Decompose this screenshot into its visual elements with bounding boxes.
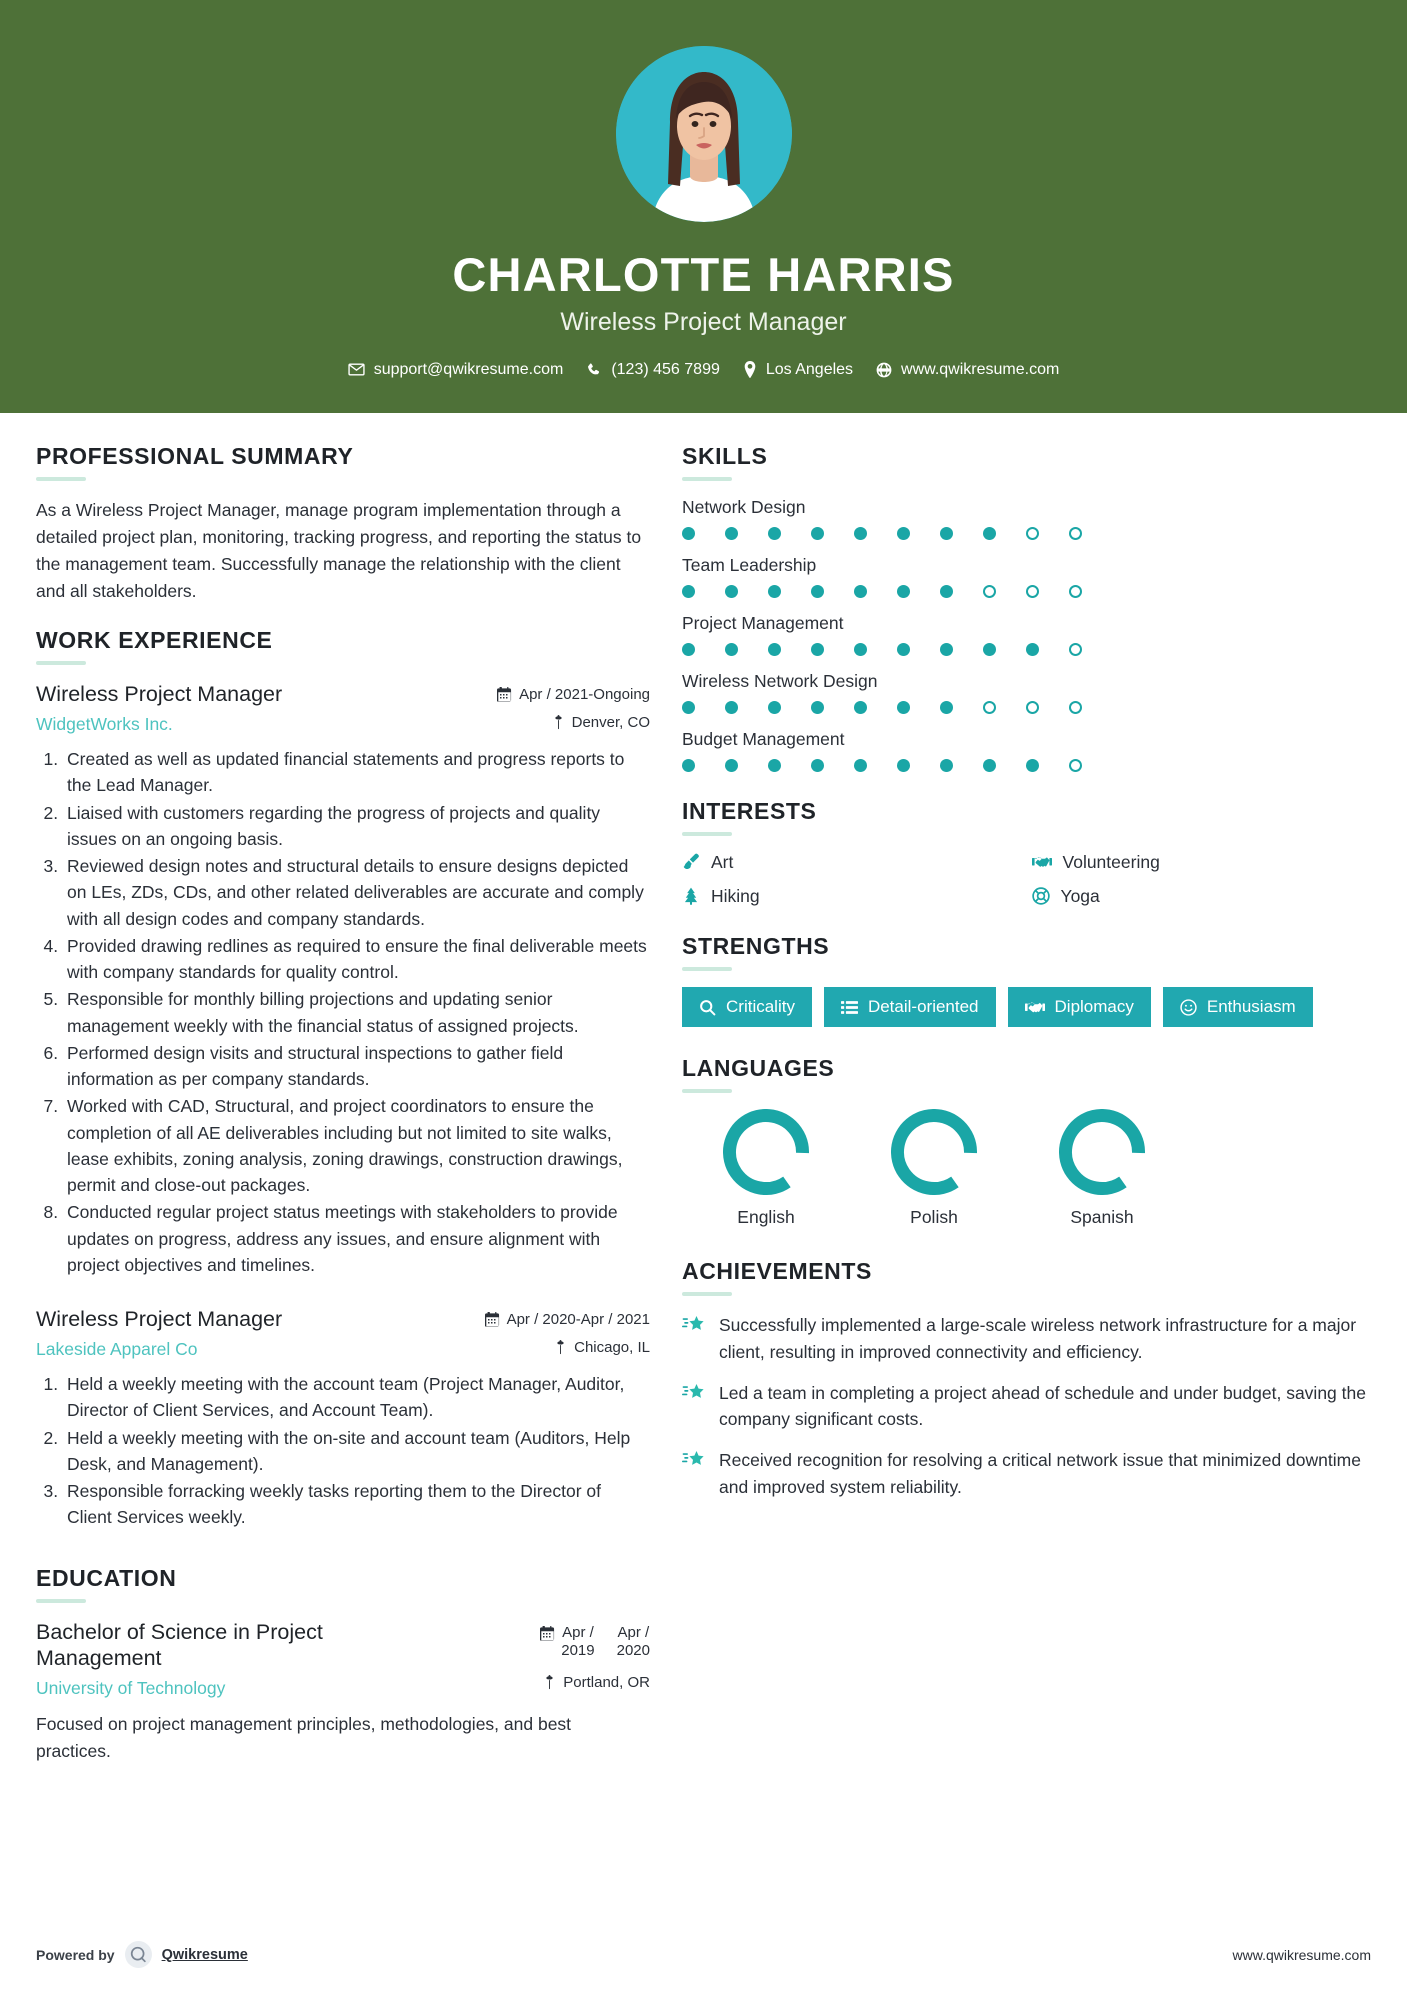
contact-location[interactable] <box>736 361 860 379</box>
section-strengths <box>682 933 1371 1028</box>
interest-item-hiking <box>682 886 1022 907</box>
education-end-date <box>617 1624 650 1661</box>
section-languages <box>682 1055 1371 1228</box>
rating-dot-filled <box>768 585 781 598</box>
page-title: CHARLOTTE HARRIS <box>452 248 955 301</box>
location-pin-icon <box>743 361 757 378</box>
list-item: 5. Responsible for monthly billing projections and updating senior management weekly with the financial status of assigned projects. <box>63 986 650 1039</box>
skill-label: Project Management <box>682 612 844 633</box>
job-role: Wireless Project Manager <box>36 682 283 707</box>
section-heading: ACHIEVEMENTS <box>682 1258 872 1285</box>
job-dates <box>485 1311 650 1328</box>
footer-website[interactable]: www.qwikresume.com <box>1232 1946 1371 1963</box>
language-item <box>850 1109 1018 1228</box>
skill-item <box>682 613 1371 656</box>
rating-dot-filled <box>811 759 824 772</box>
education-item <box>36 1619 650 1764</box>
rating-dot-filled <box>983 759 996 772</box>
interest-label: Volunteering <box>1062 851 1160 872</box>
language-item <box>1018 1109 1186 1228</box>
lifebuoy-icon <box>1032 887 1050 905</box>
education-start-year: 2019 <box>561 1641 595 1659</box>
contact-website-text: www.qwikresume.com <box>901 360 1060 378</box>
skill-item <box>682 555 1371 598</box>
qwikresume-link[interactable]: Qwikresume <box>161 1946 248 1963</box>
calendar-icon <box>497 687 512 702</box>
rating-dot-filled <box>682 585 695 598</box>
list-item: 1. Created as well as updated financial statements and progress reports to the Lead Manager. <box>63 746 650 799</box>
avatar-photo <box>616 46 792 222</box>
rating-dot-empty <box>1026 527 1039 540</box>
list-item: 2. Liaised with customers regarding the progress of projects and quality issues on an ongoing basis. <box>63 800 650 853</box>
rating-dot-filled <box>854 585 867 598</box>
contact-phone[interactable] <box>579 361 727 379</box>
experience-item <box>36 681 650 1278</box>
list-item: 6. Performed design visits and structural inspections to gather field information as per company standards. <box>63 1040 650 1093</box>
skill-label: Budget Management <box>682 728 845 749</box>
rating-dot-filled <box>983 527 996 540</box>
strength-label: Detail-oriented <box>867 996 979 1016</box>
interest-item-volunteering <box>1032 852 1372 873</box>
section-divider <box>36 477 86 481</box>
job-dates <box>497 686 650 703</box>
list-item: 1. Held a weekly meeting with the account team (Project Manager, Auditor, Director of Client Services, and Account Team). <box>63 1371 650 1424</box>
section-divider <box>682 1089 732 1093</box>
languages-list <box>682 1109 1371 1228</box>
paintbrush-icon <box>682 853 700 871</box>
education-location <box>540 1674 650 1691</box>
list-item <box>682 1312 1371 1365</box>
map-pin-icon <box>554 1340 567 1355</box>
strengths-list <box>682 987 1371 1028</box>
skill-rating <box>682 527 1082 540</box>
list-item <box>682 1380 1371 1433</box>
interest-item-yoga <box>1032 886 1372 907</box>
contact-row <box>341 361 1067 379</box>
education-start-month: Apr / <box>562 1623 594 1641</box>
rating-dot-filled <box>682 701 695 714</box>
education-dates <box>540 1624 650 1661</box>
rating-dot-filled <box>1026 759 1039 772</box>
right-column <box>678 443 1371 1522</box>
section-divider <box>682 1292 732 1296</box>
rating-dot-filled <box>682 527 695 540</box>
interest-label: Hiking <box>711 885 760 906</box>
strength-label: Enthusiasm <box>1206 996 1296 1016</box>
education-location-text: Portland, OR <box>563 1674 650 1692</box>
star-achievement-icon <box>682 1380 706 1410</box>
skill-rating <box>682 643 1082 656</box>
rating-dot-empty <box>983 701 996 714</box>
rating-dot-filled <box>897 759 910 772</box>
calendar-icon <box>485 1312 500 1327</box>
contact-website[interactable] <box>869 361 1066 379</box>
section-heading: LANGUAGES <box>682 1055 835 1082</box>
globe-icon <box>876 362 892 378</box>
job-dates-text: Apr / 2021-Ongoing <box>519 686 650 704</box>
job-company: Lakeside Apparel Co <box>36 1339 198 1359</box>
contact-email[interactable] <box>341 361 571 379</box>
rating-dot-empty <box>1026 585 1039 598</box>
education-school: University of Technology <box>36 1678 226 1699</box>
rating-dot-filled <box>940 759 953 772</box>
rating-dot-filled <box>682 759 695 772</box>
achievement-text: Received recognition for resolving a critical network issue that minimized downtime and improved system reliability. <box>719 1450 1361 1497</box>
section-heading: EDUCATION <box>36 1564 177 1591</box>
interest-label: Art <box>711 851 734 872</box>
strength-tag-criticality <box>682 987 812 1028</box>
rating-dot-filled <box>983 643 996 656</box>
experience-item <box>36 1306 650 1530</box>
rating-dot-filled <box>940 643 953 656</box>
list-item <box>682 1447 1371 1500</box>
job-dates-text: Apr / 2020-Apr / 2021 <box>506 1311 650 1329</box>
qwikresume-logo-icon <box>125 1941 152 1968</box>
job-location-text: Denver, CO <box>571 714 650 732</box>
section-heading: PROFESSIONAL SUMMARY <box>36 442 354 469</box>
strength-tag-diplomacy <box>1008 987 1151 1028</box>
section-heading: STRENGTHS <box>682 932 830 959</box>
rating-dot-filled <box>1026 643 1039 656</box>
handshake-icon <box>1032 853 1052 871</box>
resume-footer <box>0 1927 1407 1990</box>
strength-label: Criticality <box>726 996 795 1016</box>
rating-dot-filled <box>811 643 824 656</box>
education-end-year: 2020 <box>616 1641 650 1659</box>
rating-dot-filled <box>854 527 867 540</box>
section-education <box>36 1565 650 1764</box>
rating-dot-filled <box>725 585 738 598</box>
rating-dot-filled <box>940 527 953 540</box>
rating-dot-empty <box>1026 701 1039 714</box>
rating-dot-filled <box>897 701 910 714</box>
job-company: WidgetWorks Inc. <box>36 714 173 735</box>
skill-rating <box>682 585 1082 598</box>
rating-dot-empty <box>1069 643 1082 656</box>
language-label: Spanish <box>1070 1207 1134 1228</box>
language-label: Polish <box>910 1207 958 1228</box>
education-end-month: Apr / <box>617 1623 650 1641</box>
rating-dot-empty <box>1069 527 1082 540</box>
powered-by-label: Powered by <box>36 1946 115 1963</box>
rating-dot-filled <box>682 643 695 656</box>
footer-branding <box>36 1941 248 1968</box>
education-degree: Bachelor of Science in Project Management <box>36 1619 323 1671</box>
achievements-list <box>682 1312 1371 1500</box>
skill-rating <box>682 701 1082 714</box>
section-work-experience <box>36 627 650 1530</box>
interest-label: Yoga <box>1060 885 1100 906</box>
language-item <box>682 1109 850 1228</box>
list-item: 7. Worked with CAD, Structural, and project coordinators to ensure the completion of all AE deliverables including but not limited to site walks, lease exhibits, zoning analysis, zoning drawings, construction drawings, permit and close-out packages. <box>63 1093 650 1198</box>
phone-icon <box>586 362 602 378</box>
language-progress-donut <box>723 1109 809 1195</box>
calendar-icon <box>540 1624 555 1646</box>
education-description: Focused on project management principles, methodologies, and best practices. <box>36 1714 572 1761</box>
language-label: English <box>737 1207 795 1228</box>
map-pin-icon <box>552 715 565 730</box>
rating-dot-filled <box>897 643 910 656</box>
rating-dot-filled <box>725 527 738 540</box>
rating-dot-filled <box>768 643 781 656</box>
rating-dot-filled <box>854 759 867 772</box>
summary-text: As a Wireless Project Manager, manage program implementation through a detailed project plan, monitoring, tracking progress, and reporting the status to the management team. Successfully manage the relationship with the client and all stakeholders. <box>36 499 642 602</box>
job-role: Wireless Project Manager <box>36 1307 283 1332</box>
section-divider <box>682 832 732 836</box>
star-achievement-icon <box>682 1447 706 1477</box>
avatar <box>616 46 792 222</box>
section-heading: INTERESTS <box>682 797 817 824</box>
list-item: 3. Responsible forracking weekly tasks reporting them to the Director of Client Services weekly. <box>63 1478 650 1531</box>
rating-dot-empty <box>1069 701 1082 714</box>
rating-dot-filled <box>768 759 781 772</box>
strength-tag-detail-oriented <box>824 987 996 1028</box>
contact-phone-text: (123) 456 7899 <box>611 360 720 378</box>
rating-dot-filled <box>768 527 781 540</box>
skill-rating <box>682 759 1082 772</box>
job-location <box>497 714 650 731</box>
rating-dot-filled <box>725 701 738 714</box>
rating-dot-filled <box>725 643 738 656</box>
list-item: 4. Provided drawing redlines as required to ensure the final deliverable meets with company standards for quality control. <box>63 933 650 986</box>
rating-dot-filled <box>725 759 738 772</box>
section-skills <box>682 443 1371 772</box>
smiley-icon <box>1180 999 1197 1016</box>
education-start-date <box>561 1624 594 1661</box>
skill-label: Wireless Network Design <box>682 670 878 691</box>
handshake-icon <box>1025 999 1045 1016</box>
interests-list <box>682 852 1371 907</box>
list-item: 8. Conducted regular project status meetings with stakeholders to provide updates on progress, address any issues, and ensure alignment with project objectives and timelines. <box>63 1199 650 1278</box>
resume-header <box>0 0 1407 413</box>
rating-dot-filled <box>940 701 953 714</box>
tree-icon <box>682 887 700 905</box>
map-pin-icon <box>543 1675 556 1690</box>
rating-dot-filled <box>854 701 867 714</box>
section-divider <box>682 477 732 481</box>
rating-dot-empty <box>983 585 996 598</box>
section-heading: SKILLS <box>682 442 768 469</box>
section-divider <box>682 967 732 971</box>
section-interests <box>682 798 1371 907</box>
section-professional-summary <box>36 443 650 606</box>
rating-dot-filled <box>854 643 867 656</box>
job-location-text: Chicago, IL <box>574 1339 650 1357</box>
rating-dot-filled <box>940 585 953 598</box>
rating-dot-empty <box>1069 585 1082 598</box>
rating-dot-filled <box>897 585 910 598</box>
section-divider <box>36 1599 86 1603</box>
achievement-text: Successfully implemented a large-scale wireless network infrastructure for a major client, resulting in improved connectivity and efficiency. <box>719 1315 1357 1362</box>
skill-item <box>682 671 1371 714</box>
section-heading: WORK EXPERIENCE <box>36 627 273 654</box>
skill-label: Team Leadership <box>682 554 817 575</box>
section-divider <box>36 661 86 665</box>
list-item: 3. Reviewed design notes and structural details to ensure designs depicted on LEs, ZDs, CDs, and other related deliverables are accurate and comply with all design codes and company standards. <box>63 853 650 932</box>
contact-location-text: Los Angeles <box>765 360 854 378</box>
rating-dot-filled <box>811 585 824 598</box>
star-achievement-icon <box>682 1312 706 1342</box>
contact-email-text: support@qwikresume.com <box>373 360 564 378</box>
rating-dot-empty <box>1069 759 1082 772</box>
job-bullet-list <box>36 1371 650 1531</box>
magnifier-icon <box>699 999 716 1016</box>
skills-list <box>682 497 1371 772</box>
rating-dot-filled <box>811 701 824 714</box>
left-column <box>36 443 650 1786</box>
strength-label: Diplomacy <box>1054 996 1134 1016</box>
list-item: 2. Held a weekly meeting with the on-site and account team (Auditors, Help Desk, and Management). <box>63 1425 650 1478</box>
resume-body <box>0 413 1407 1786</box>
interest-item-art <box>682 852 1022 873</box>
rating-dot-filled <box>768 701 781 714</box>
language-progress-donut <box>891 1109 977 1195</box>
list-icon <box>841 999 858 1016</box>
section-achievements <box>682 1258 1371 1500</box>
skill-label: Network Design <box>682 496 806 517</box>
header-job-title: Wireless Project Manager <box>560 307 847 336</box>
rating-dot-filled <box>811 527 824 540</box>
rating-dot-filled <box>897 527 910 540</box>
job-bullet-list <box>36 746 650 1278</box>
job-location <box>485 1339 650 1356</box>
strength-tag-enthusiasm <box>1163 987 1313 1028</box>
skill-item <box>682 497 1371 540</box>
language-progress-donut <box>1059 1109 1145 1195</box>
skill-item <box>682 729 1371 772</box>
achievement-text: Led a team in completing a project ahead of schedule and under budget, saving the company significant costs. <box>719 1382 1366 1430</box>
envelope-icon <box>348 361 365 378</box>
